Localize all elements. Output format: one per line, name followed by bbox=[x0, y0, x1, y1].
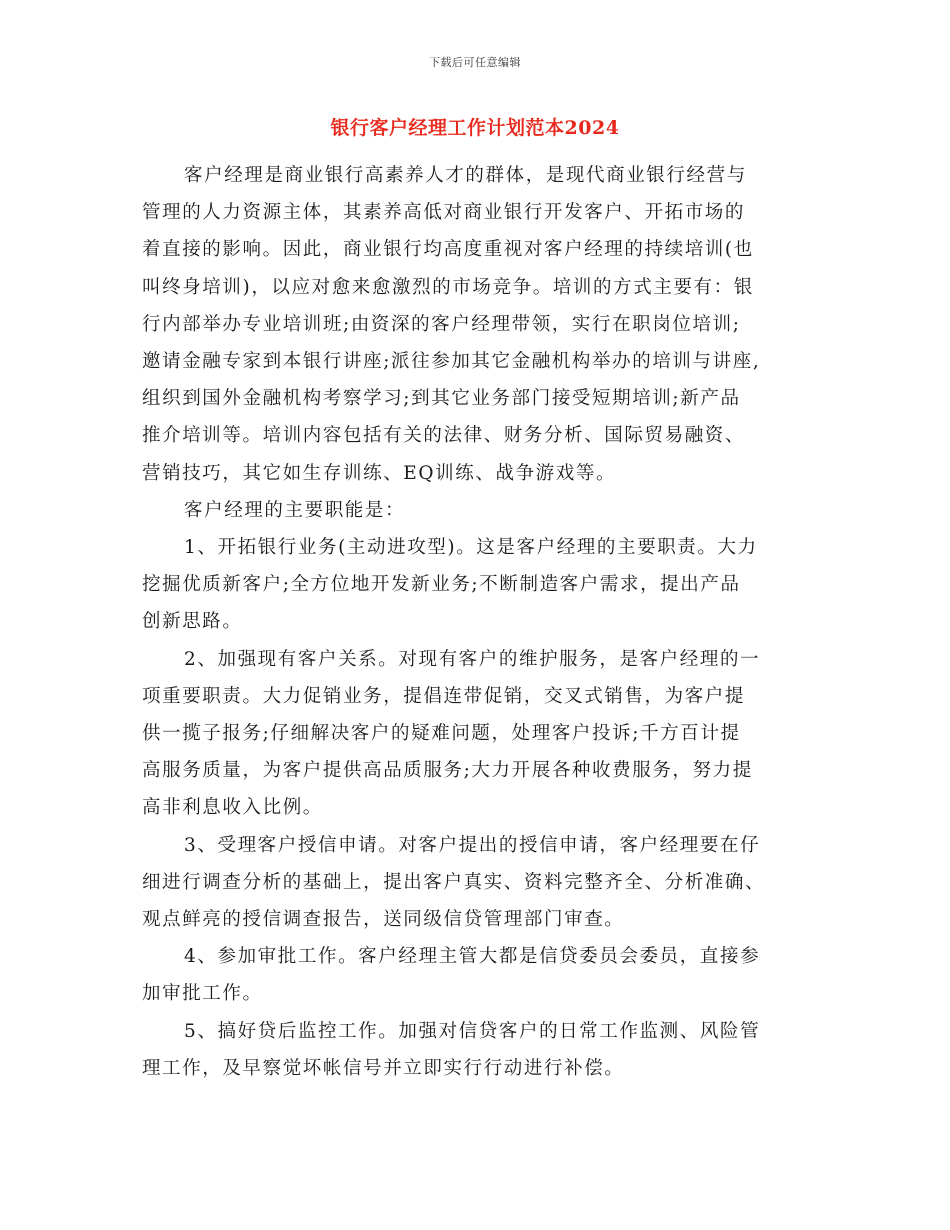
paragraph-line: 理工作，及早察觉坏帐信号并立即实行行动进行补偿。 bbox=[142, 1057, 625, 1079]
paragraph-line: 高服务质量，为客户提供高品质服务;大力开展各种收费服务，努力提 bbox=[142, 760, 753, 782]
paragraph-line: 挖掘优质新客户;全方位地开发新业务;不断制造客户需求，提出产品 bbox=[142, 574, 741, 596]
paragraph bbox=[142, 529, 822, 641]
paragraph-line: 着直接的影响。因此，商业银行均高度重视对客户经理的持续培训(也 bbox=[142, 239, 754, 261]
paragraph-line: 观点鲜亮的授信调查报告，送同级信贷管理部门审查。 bbox=[142, 909, 625, 931]
paragraph-line: 叫终身培训)，以应对愈来愈激烈的市场竞争。培训的方式主要有：银 bbox=[142, 276, 754, 298]
paragraph-line: 5、搞好贷后监控工作。加强对信贷客户的日常工作监测、风险管 bbox=[184, 1020, 761, 1042]
paragraph-line: 组织到国外金融机构考察学习;到其它业务部门接受短期培训;新产品 bbox=[142, 388, 741, 410]
paragraph bbox=[142, 1013, 822, 1087]
paragraph-line: 加审批工作。 bbox=[142, 983, 263, 1005]
paragraph bbox=[142, 492, 822, 529]
paragraph-line: 高非利息收入比例。 bbox=[142, 797, 323, 819]
paragraph-line: 行内部举办专业培训班;由资深的客户经理带领，实行在职岗位培训; bbox=[142, 313, 741, 335]
paragraph-line: 项重要职责。大力促销业务，提倡连带促销，交叉式销售，为客户提 bbox=[142, 685, 746, 707]
document-title: 银行客户经理工作计划范本2024 bbox=[330, 117, 620, 139]
paragraph-line: 细进行调查分析的基础上，提出客户真实、资料完整齐全、分析准确、 bbox=[142, 871, 766, 893]
paragraph bbox=[142, 938, 822, 1012]
paragraph-line: 3、受理客户授信申请。对客户提出的授信申请，客户经理要在仔 bbox=[184, 834, 761, 856]
paragraph-line: 管理的人力资源主体，其素养高低对商业银行开发客户、开拓市场的 bbox=[142, 202, 746, 224]
paragraph-line: 供一揽子报务;仔细解决客户的疑难问题，处理客户投诉;千方百计提 bbox=[142, 723, 741, 745]
paragraph-line: 邀请金融专家到本银行讲座;派往参加其它金融机构举办的培训与讲座, bbox=[142, 351, 761, 373]
paragraph-line: 2、加强现有客户关系。对现有客户的维护服务，是客户经理的一 bbox=[184, 648, 761, 670]
paragraph bbox=[142, 827, 822, 939]
paragraph-line: 客户经理的主要职能是： bbox=[184, 499, 406, 521]
paragraph-line: 1、开拓银行业务(主动进攻型)。这是客户经理的主要职责。大力 bbox=[184, 537, 758, 559]
paragraph-line: 4、参加审批工作。客户经理主管大都是信贷委员会委员，直接参 bbox=[184, 946, 761, 968]
paragraph-line: 推介培训等。培训内容包括有关的法律、财务分析、国际贸易融资、 bbox=[142, 425, 746, 447]
paragraph-line: 创新思路。 bbox=[142, 611, 243, 633]
header-note: 下载后可任意编辑 bbox=[429, 56, 521, 69]
paragraph bbox=[142, 641, 822, 827]
paragraph bbox=[142, 157, 822, 492]
paragraph-line: 营销技巧，其它如生存训练、EQ训练、战争游戏等。 bbox=[142, 462, 617, 484]
paragraph-line: 客户经理是商业银行高素养人才的群体，是现代商业银行经营与 bbox=[184, 165, 747, 186]
document-body bbox=[142, 157, 822, 1087]
